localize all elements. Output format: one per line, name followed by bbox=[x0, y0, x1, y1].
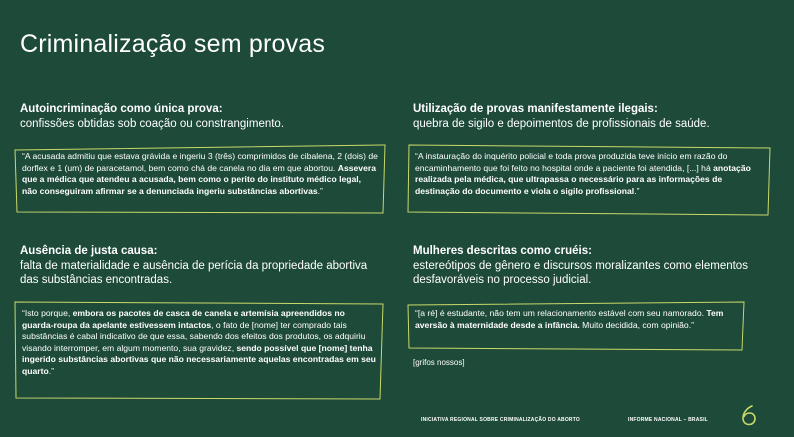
quote-segment: “Isto porque, bbox=[22, 308, 73, 318]
page-title: Criminalização sem provas bbox=[20, 30, 326, 58]
quote-segment: Muito decidida, com opinião.” bbox=[579, 319, 694, 330]
quote-text bbox=[22, 151, 378, 197]
page-number-glyph bbox=[741, 404, 757, 426]
quote-box-no-just-cause bbox=[14, 301, 384, 400]
page-number bbox=[741, 404, 757, 431]
emphasis-note: [grifos nossos] bbox=[413, 358, 465, 367]
section-illegal-evidence bbox=[413, 102, 773, 131]
quote-emphasis: embora os pacotes de casca de canela e artemísia apreendidos no guarda-roupa da apelante estivessem intactos bbox=[22, 308, 345, 330]
quote-segment: “A instauração do inquérito policial e toda prova produzida teve início em razão do encaminhamento que foi feito no hospital onde a paciente foi atendida, [...] há bbox=[415, 151, 728, 173]
footer-initiative: INICIATIVA REGIONAL SOBRE CRIMINALIZAÇÃO DO ABORTO bbox=[421, 417, 580, 423]
quote-text bbox=[415, 308, 737, 331]
quote-emphasis: sendo possível que [nome] tenha ingerido substâncias abortivas que não necessariamente aquelas encontradas em seu quarto bbox=[22, 342, 376, 376]
section-subtitle: quebra de sigilo e depoimentos de profissionais de saúde. bbox=[413, 118, 710, 130]
quote-text bbox=[415, 151, 763, 197]
quote-segment: “A acusada admitiu que estava grávida e ingeriu 3 (três) comprimidos de cibalena, 2 (dois) de dorflex e 1 (um) de paracetamol, bem como chá de canela no dia em que abortou. bbox=[22, 151, 378, 173]
quote-segment: “[a ré] é estudante, não tem um relacionamento estável com seu namorado. bbox=[415, 308, 707, 318]
quote-text bbox=[22, 308, 376, 378]
section-subtitle: falta de materialidade e ausência de perícia da propriedade abortiva das substâncias encontradas. bbox=[20, 260, 368, 286]
quote-segment: .” bbox=[634, 185, 640, 196]
section-heading: Mulheres descritas como cruéis: bbox=[413, 245, 592, 257]
quote-emphasis: anotação realizada pela médica, que ultrapassa o necessário para as informações de destinação do documento e viola o sigilo profissional bbox=[415, 162, 751, 196]
quote-box-illegal-evidence bbox=[407, 144, 771, 216]
footer-report: INFORME NACIONAL – BRASIL bbox=[628, 417, 708, 423]
section-subtitle: estereótipos de gênero e discursos moralizantes como elementos desfavoráveis no processo judicial. bbox=[413, 260, 748, 286]
quote-segment: , o fato de [nome] ter comprado tais substâncias é cabal indicativo de que essa, sabendo dos efeitos dos produtos, os adquiriu visando interromper, em algum momento, sua gravidez, bbox=[22, 319, 366, 353]
section-heading: Ausência de justa causa: bbox=[20, 245, 158, 257]
quote-emphasis: Tem aversão à maternidade desde a infância. bbox=[415, 308, 724, 330]
quote-segment: .” bbox=[48, 365, 54, 376]
section-subtitle: confissões obtidas sob coação ou constrangimento. bbox=[20, 118, 285, 130]
section-autoincrimination bbox=[20, 102, 380, 131]
quote-emphasis: Assevera que a médica que atendeu a acusada, bem como o perito do instituto médico legal, não conseguiram afirmar se a denunciada ingeriu substâncias abortivas bbox=[22, 162, 376, 196]
quote-box-cruel-women bbox=[407, 301, 745, 351]
section-no-just-cause bbox=[20, 244, 380, 287]
quote-segment: .” bbox=[317, 185, 323, 196]
page-number-text bbox=[757, 404, 758, 405]
section-heading: Autoincriminação como única prova: bbox=[20, 103, 223, 115]
section-cruel-women bbox=[413, 244, 773, 287]
section-heading: Utilização de provas manifestamente ilegais: bbox=[413, 103, 658, 115]
quote-box-autoincrimination bbox=[14, 144, 386, 214]
